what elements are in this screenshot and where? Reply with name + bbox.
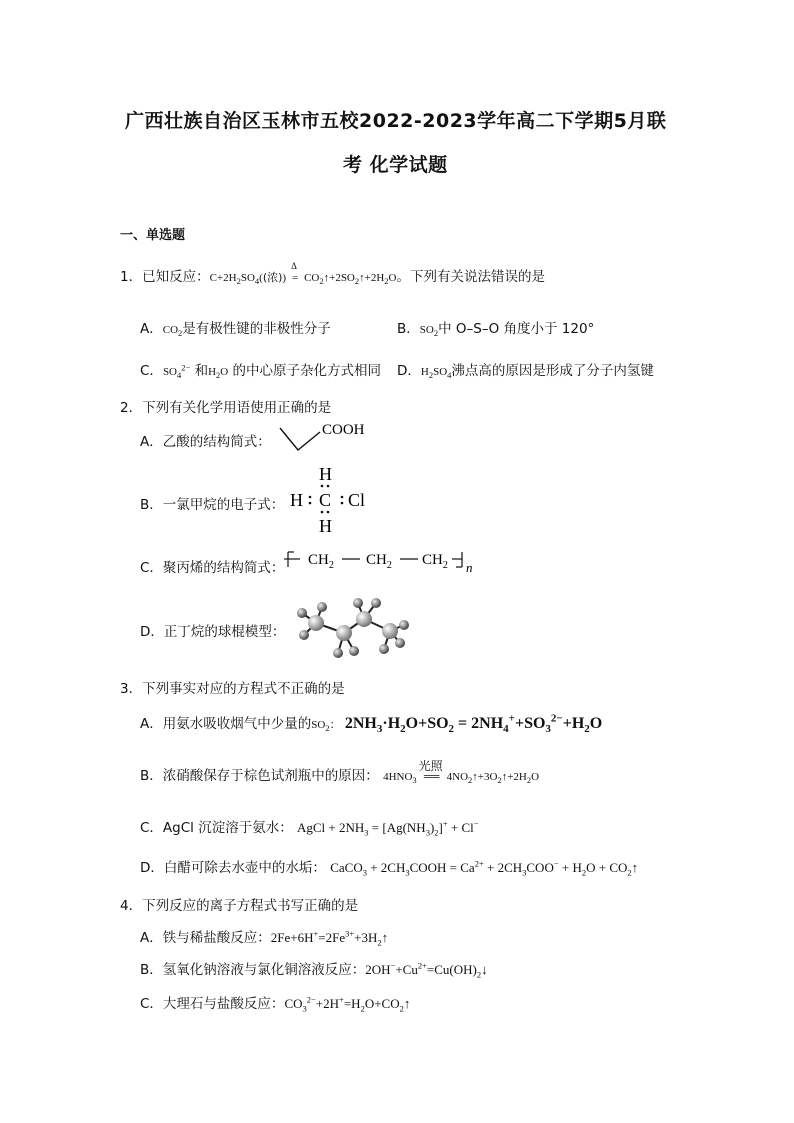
acetic-acid-skeletal-formula <box>278 418 378 454</box>
q1-option-b[interactable]: B．$SO_2$中 O–S–O 角度小于 120° <box>397 321 595 339</box>
question-1-number: 1．已知反应： <box>120 269 210 285</box>
svg-text:C: C <box>319 490 332 510</box>
svg-text:CH2: $CH_2$ <box>422 552 448 571</box>
svg-text:H: H <box>319 464 332 484</box>
q3-option-a[interactable]: A．用氨水吸收烟气中少量的$SO_2$： $2NH_3\cdot H_2O+SO_2 = 2NH_4^++SO_3^{2-}+H_2O$ <box>140 712 603 736</box>
q4-option-b[interactable]: B．氢氧化钠溶液与氯化铜溶液反应：$2OH^-+Cu^{2+}=Cu(OH)_2↓$ <box>140 960 488 980</box>
butane-ball-stick-model <box>288 597 418 665</box>
q3-b-equation: $4HNO_3$ 光照 ══ $4NO_2↑+3O_2↑+2H_2O$ <box>383 759 540 786</box>
svg-text:CH2: $CH_2$ <box>308 552 334 571</box>
svg-text:H: H <box>319 516 332 536</box>
q3-option-c[interactable]: C．AgCl 沉淀溶于氨水： AgCl + $2NH_3 = [Ag(NH_3)_2]^+ + Cl^-$ <box>140 818 479 838</box>
q4-option-c[interactable]: C．大理石与盐酸反应：$CO_3^{2-}+2H^+=H_2O+CO_2↑$ <box>140 994 411 1014</box>
cooh-label: COOH <box>322 422 365 438</box>
question-3-stem: 3．下列事实对应的方程式不正确的是 <box>120 681 345 697</box>
section-heading: 一、单选题 <box>120 228 186 243</box>
polypropylene-structure <box>284 545 484 577</box>
q2-option-a[interactable]: A．乙酸的结构简式： <box>140 434 271 450</box>
q1-option-a[interactable]: A．$CO_2$是有极性键的非极性分子 <box>140 321 331 339</box>
question-1-tail: 。下列有关说法错误的是 <box>396 269 545 285</box>
q3-option-d[interactable]: D．白醋可除去水壶中的水垢： CaCO$_3$ + $2CH_3COOH = Ca^{2+} + 2CH_3COO^- + H_2O$ + $CO_2↑$ <box>140 858 639 878</box>
document-title-line1: 广西壮族自治区玉林市五校2022-2023学年高二下学期5月联 <box>125 110 667 132</box>
question-4-stem: 4．下列反应的离子方程式书写正确的是 <box>120 898 359 914</box>
svg-text:Cl: Cl <box>348 490 366 510</box>
question-1-stem <box>120 261 545 287</box>
q4-option-a[interactable]: A．铁与稀盐酸反应：$2Fe+6H^+=2Fe^{3+}+3H_2↑$ <box>140 928 389 948</box>
chloromethane-electron-formula <box>286 462 386 538</box>
svg-text:n: n <box>466 560 473 575</box>
q1-option-d[interactable]: D．$H_2SO_4$沸点高的原因是形成了分子内氢键 <box>397 363 654 381</box>
question-2-stem: 2．下列有关化学用语使用正确的是 <box>120 400 332 416</box>
q1-option-c[interactable]: C．$SO_4^{2-}$ 和$H_2O$ 的中心原子杂化方式相同 <box>140 362 382 381</box>
q2-option-c[interactable]: C．聚丙烯的结构简式： <box>140 560 285 576</box>
q2-option-d[interactable]: D．正丁烷的球棍模型： <box>140 624 286 640</box>
q3-d-equation: CaCO$_3$ + $2CH_3COOH = Ca^{2+} + 2CH_3COO^- + H_2O$ + $CO_2↑$ <box>330 858 639 878</box>
svg-text:CH2: $CH_2$ <box>366 552 392 571</box>
q3-c-equation: AgCl + $2NH_3 = [Ag(NH_3)_2]^+ + Cl^-$ <box>297 818 479 838</box>
q3-a-equation: $2NH_3\cdot H_2O+SO_2 = 2NH_4^++SO_3^{2-}+H_2O$ <box>344 712 603 736</box>
q3-option-b[interactable]: B．浓硝酸保存于棕色试剂瓶中的原因： $4HNO_3$ 光照 ══ $4NO_2↑+3O_2↑+2H_2O$ <box>140 759 540 786</box>
svg-text:H: H <box>290 490 303 510</box>
document-title-line2: 考 化学试题 <box>343 154 448 176</box>
q2-option-b[interactable]: B．一氯甲烷的电子式： <box>140 497 285 513</box>
question-1-equation: $C+2H_2SO_4$((浓)) Δ = $CO_2↑+2SO_2↑+2H_2O$ <box>209 261 397 287</box>
